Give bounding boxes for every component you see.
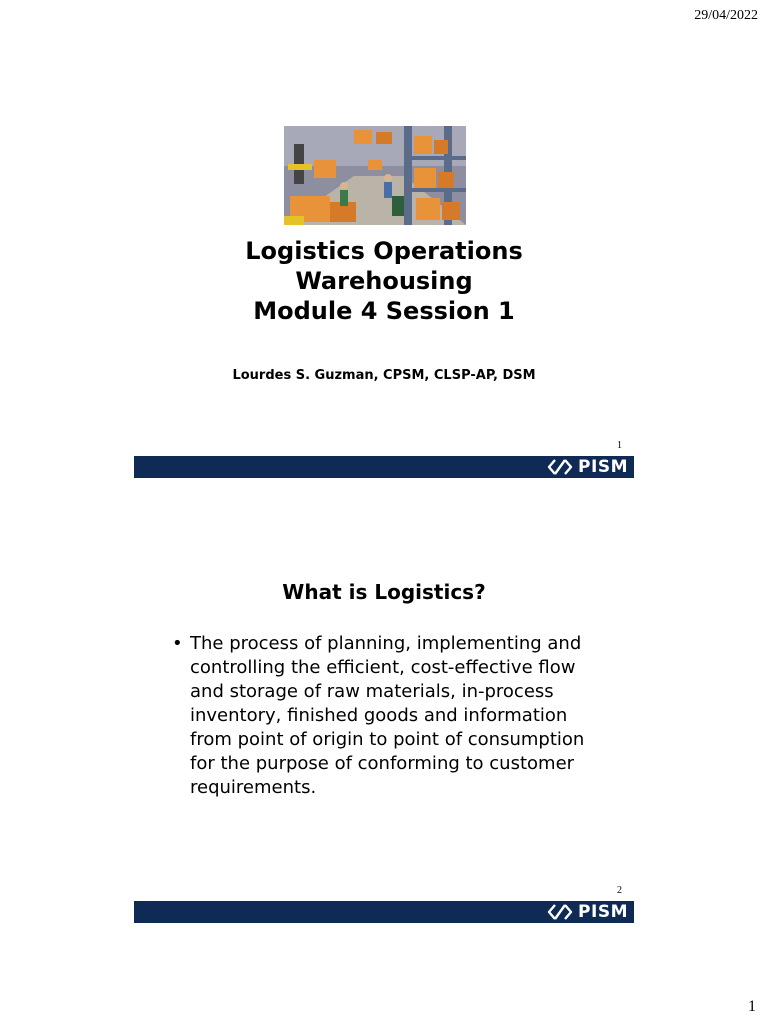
logo-text: PISM [578, 902, 628, 922]
slide-1 [134, 120, 634, 480]
page-date: 29/04/2022 [694, 8, 758, 23]
presentation-title [134, 236, 634, 326]
pism-logo [547, 903, 628, 921]
pism-logo [547, 458, 628, 476]
slide-heading: What is Logistics? [282, 580, 486, 604]
title-line: Warehousing [295, 267, 473, 295]
author-credit: Lourdes S. Guzman, CPSM, CLSP-AP, DSM [232, 368, 536, 383]
bullet-item [172, 632, 602, 800]
pism-logo-icon [547, 903, 573, 921]
slide-2 [134, 560, 634, 925]
footer-bar [134, 456, 634, 478]
pism-logo-icon [547, 458, 573, 476]
bullet-text: The process of planning, implementing and controlling the efficient, cost-effective flow and storage of raw materials, in-process inventory, finished goods and information from point of origin to point of consumption for the purpose of conforming to customer requirements. [190, 633, 585, 798]
title-line: Module 4 Session 1 [253, 297, 515, 325]
bullet-icon: • [172, 633, 183, 654]
page-number: 1 [748, 998, 756, 1015]
logo-text: PISM [578, 457, 628, 477]
slide-number: 1 [617, 440, 622, 451]
slide-number: 2 [617, 885, 622, 896]
footer-bar [134, 901, 634, 923]
title-line: Logistics Operations [245, 237, 523, 265]
warehouse-illustration [284, 126, 466, 225]
